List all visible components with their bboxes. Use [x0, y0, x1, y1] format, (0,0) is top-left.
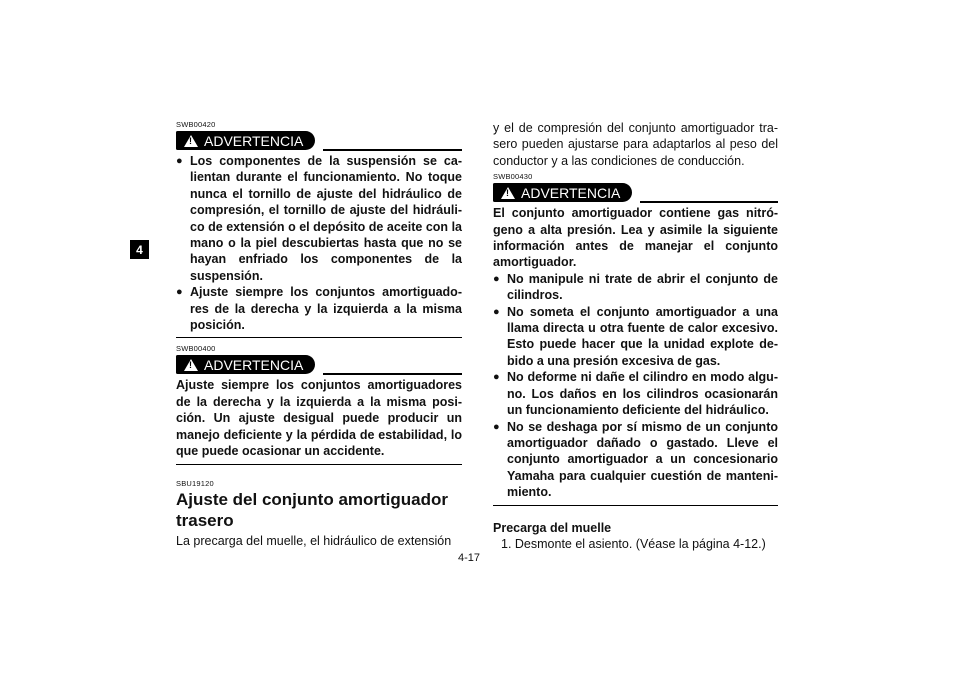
warning-code: SWB00420 [176, 120, 216, 129]
bullet-icon: ● [493, 420, 500, 433]
warning-label: ADVERTENCIA [521, 184, 621, 201]
bullet-icon: ● [493, 272, 500, 285]
warning-label: ADVERTENCIA [204, 356, 304, 373]
chapter-tab: 4 [130, 240, 149, 259]
warning-badge [176, 131, 315, 150]
bullet-icon: ● [176, 155, 183, 167]
section-text: La precarga del muelle, el hidráulico de extensión [176, 533, 452, 548]
bullet-icon: ● [493, 305, 500, 318]
warning-body: Ajuste siempre los conjuntos amortiguadores de la derecha y la izquierda a la misma posi-ción. Un ajuste desigual puede producir un manejo deficiente y la pérdida de estabilidad, lo que puede ocasionar un accidente. [176, 377, 462, 464]
warning-rule [640, 183, 778, 203]
bullet-icon: ● [176, 286, 183, 299]
list-item: ● Ajuste siempre los conjuntos amortiguado-res de la derecha y la izquierda a la misma posición. [176, 285, 462, 333]
warning-badge [493, 183, 632, 202]
section-code: SBU19120 [176, 478, 214, 488]
section-title: Ajuste del conjunto amortiguador trasero [176, 489, 449, 530]
warning-code: SWB00430 [493, 172, 533, 182]
step-item: 1. Desmonte el asiento. (Véase la página 4-12.) [501, 536, 766, 551]
warning-code: SWB00400 [176, 344, 216, 354]
right-column [493, 120, 778, 552]
warning-icon: ! [184, 135, 198, 147]
warning-header [176, 354, 462, 375]
warning-header [176, 130, 462, 151]
subheading: Precarga del muelle [493, 520, 612, 535]
warning-body [176, 153, 462, 338]
warning-rule [323, 131, 462, 151]
warning-rule [323, 355, 462, 375]
warning-intro: El conjunto amortiguador contiene gas nitró-geno a alta presión. Lea y asimile la siguiente información antes de manejar el conjunto amortiguador. [493, 206, 778, 270]
warning-badge [176, 355, 315, 374]
list-item: ● No manipule ni trate de abrir el conjunto de cilindros. [493, 271, 778, 303]
list-item: ● Los componentes de la suspensión se ca-lientan durante el funcionamiento. No toque nunca el tornillo de ajuste del hidráulico de compresión, el tornillo de ajuste del hidráuli-co de extensión o el depósito de aceite con la mano o la piel descubiertas hasta que no se hayan enfriado los componentes de la suspensión. [176, 154, 462, 283]
warning-icon: ! [501, 187, 515, 199]
page-number: 4-17 [458, 552, 481, 564]
left-column [176, 120, 462, 549]
warning-body [493, 205, 778, 505]
warning-header [493, 182, 778, 203]
warning-icon: ! [184, 359, 198, 371]
list-item: ● No se deshaga por sí mismo de un conjunto amortiguador dañado o gastado. Lleve el conjunto amortiguador a un concesionario Yamaha para cualquier cuestión de manteni-miento. [493, 419, 778, 500]
list-item: ● No someta el conjunto amortiguador a una llama directa u otra fuente de calor excesivo. Esto puede hacer que la unidad explote de-bido a una presión excesiva de gas. [493, 304, 778, 368]
warning-label: ADVERTENCIA [204, 132, 304, 149]
list-item: ● No deforme ni dañe el cilindro en modo algu-no. Los daños en los cilindros ocasionarán un funcionamiento deficiente del hidráulico. [493, 370, 778, 418]
intro-text: y el de compresión del conjunto amortiguador tra-sero pueden ajustarse para adaptarlos al peso del conductor y a las condiciones de conducción. [493, 121, 778, 168]
bullet-icon: ● [493, 371, 500, 384]
